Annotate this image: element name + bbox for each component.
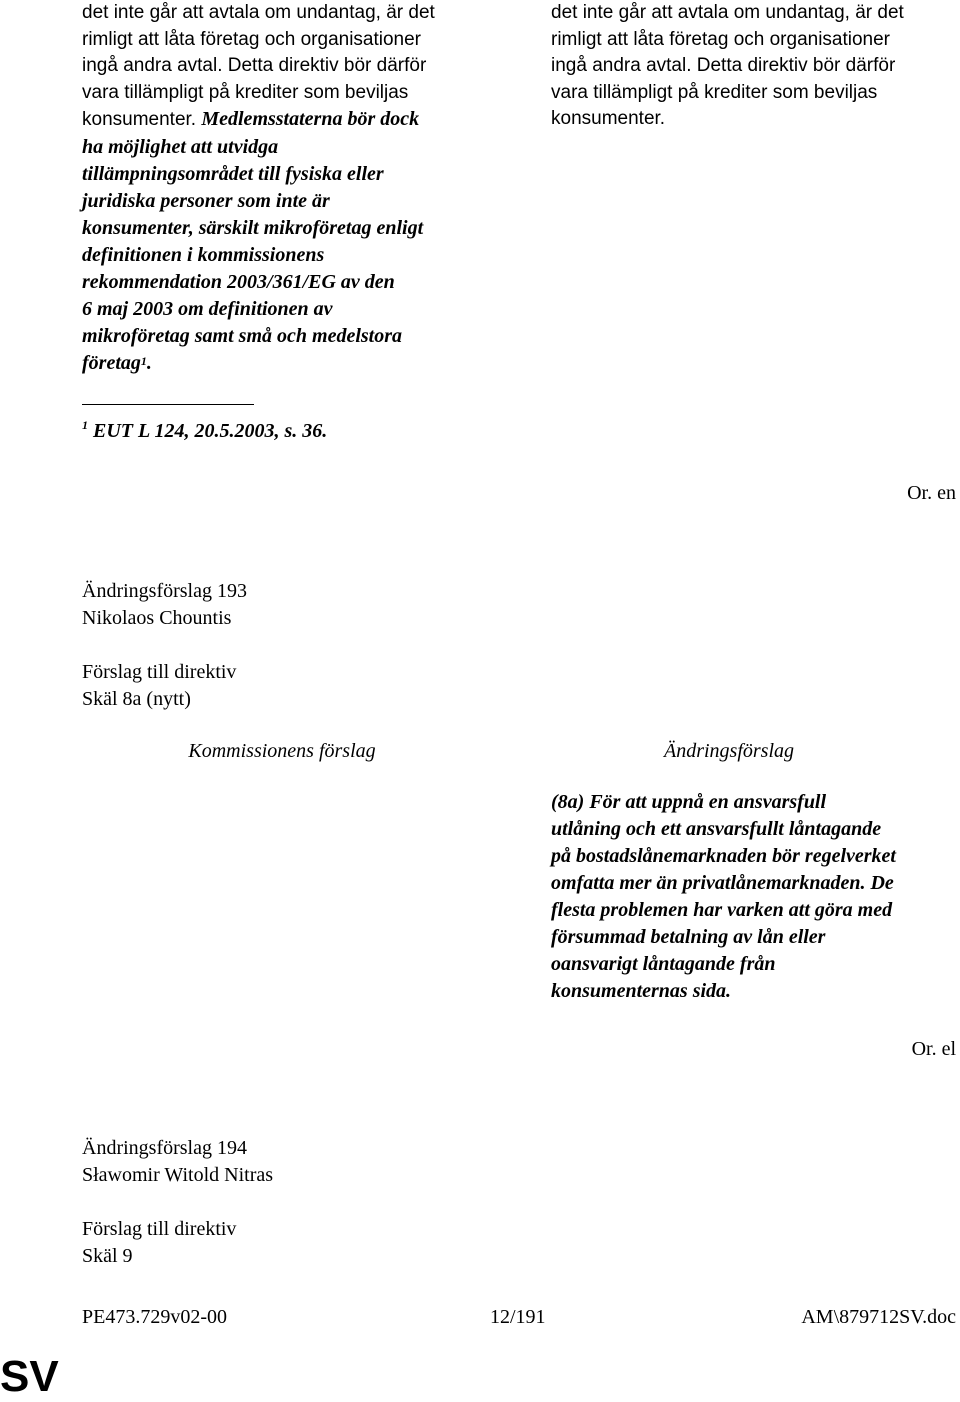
amendment-title: Ändringsförslag 193	[82, 580, 247, 602]
text-line: ingå andra avtal. Detta direktiv bör därför	[551, 55, 896, 76]
text-line: vara tillämpligt på krediter som beviljas	[551, 81, 878, 103]
amendment-author: Nikolaos Chountis	[82, 607, 232, 629]
amendment-author: Sławomir Witold Nitras	[82, 1164, 274, 1186]
text-line-last	[82, 350, 482, 377]
amendment-title: Ändringsförslag 194	[82, 1137, 247, 1159]
language-code: SV	[0, 1352, 59, 1401]
text-line: (8a) För att uppnå en ansvarsfull	[551, 791, 827, 813]
footnote-text: EUT L 124, 20.5.2003, s. 36.	[93, 420, 328, 442]
proposal-label: Förslag till direktiv	[82, 1218, 237, 1240]
text-line: rekommendation 2003/361/EG av den	[82, 270, 395, 293]
footer-file-name: AM\879712SV.doc	[801, 1306, 956, 1328]
text-line: utlåning och ett ansvarsfullt låntagande	[551, 818, 882, 840]
text-line: rimligt att låta företag och organisationer	[551, 28, 891, 50]
footer-doc-ref: PE473.729v02-00	[82, 1306, 227, 1328]
text-line: konsumenter, särskilt mikroföretag enligt	[82, 216, 424, 239]
commission-proposal-header: Kommissionens förslag	[188, 740, 376, 762]
recital-label: Skäl 9	[82, 1245, 133, 1267]
text-line: vara tillämpligt på krediter som beviljas	[82, 81, 409, 103]
text-line: definitionen i kommissionens	[82, 243, 325, 266]
text-line: försummad betalning av lån eller	[551, 926, 826, 948]
text-line: rimligt att låta företag och organisationer	[82, 28, 422, 50]
amendment-text	[551, 789, 956, 1005]
text-line: 6 maj 2003 om definitionen av	[82, 297, 333, 320]
footnote-reference[interactable]: 1	[140, 353, 147, 368]
footnote-number: 1	[82, 418, 88, 432]
text-line: det inte går att avtala om undantag, är det	[551, 2, 904, 23]
original-language-label: Or. el	[911, 1038, 956, 1060]
text-line: ingå andra avtal. Detta direktiv bör därför	[82, 55, 427, 76]
text-line: tillämpningsområdet till fysiska eller	[82, 162, 384, 185]
footer-page-number: 12/191	[490, 1306, 546, 1328]
text-line: på bostadslånemarknaden bör regelverket	[551, 845, 896, 867]
text-line: flesta problemen har varken att göra med	[551, 899, 893, 921]
text-plain-segment: konsumenter.	[82, 109, 202, 130]
text-line: oansvarigt låntagande från	[551, 953, 776, 975]
original-language-label: Or. en	[907, 482, 956, 504]
text-line: ha möjlighet att utvidga	[82, 135, 279, 158]
text-line: konsumenter.	[551, 108, 666, 129]
proposal-label: Förslag till direktiv	[82, 661, 237, 683]
footnote	[82, 420, 327, 443]
text-italic-segment: Medlemsstaterna bör dock	[201, 108, 420, 130]
text-line-mixed	[82, 106, 482, 134]
text-line: det inte går att avtala om undantag, är det	[82, 2, 435, 23]
top-left-text	[82, 0, 482, 377]
top-right-text	[551, 0, 951, 133]
amendment-header: Ändringsförslag	[663, 740, 795, 762]
recital-label: Skäl 8a (nytt)	[82, 688, 191, 710]
text-line: konsumenternas sida.	[551, 980, 732, 1002]
footnote-separator	[82, 404, 254, 405]
text-line: omfatta mer än privatlånemarknaden. De	[551, 872, 894, 894]
text-line: mikroföretag samt små och medelstora	[82, 324, 402, 347]
text-line: juridiska personer som inte är	[82, 189, 330, 212]
text-period: .	[146, 351, 152, 374]
text-italic-segment: företag	[82, 351, 141, 374]
